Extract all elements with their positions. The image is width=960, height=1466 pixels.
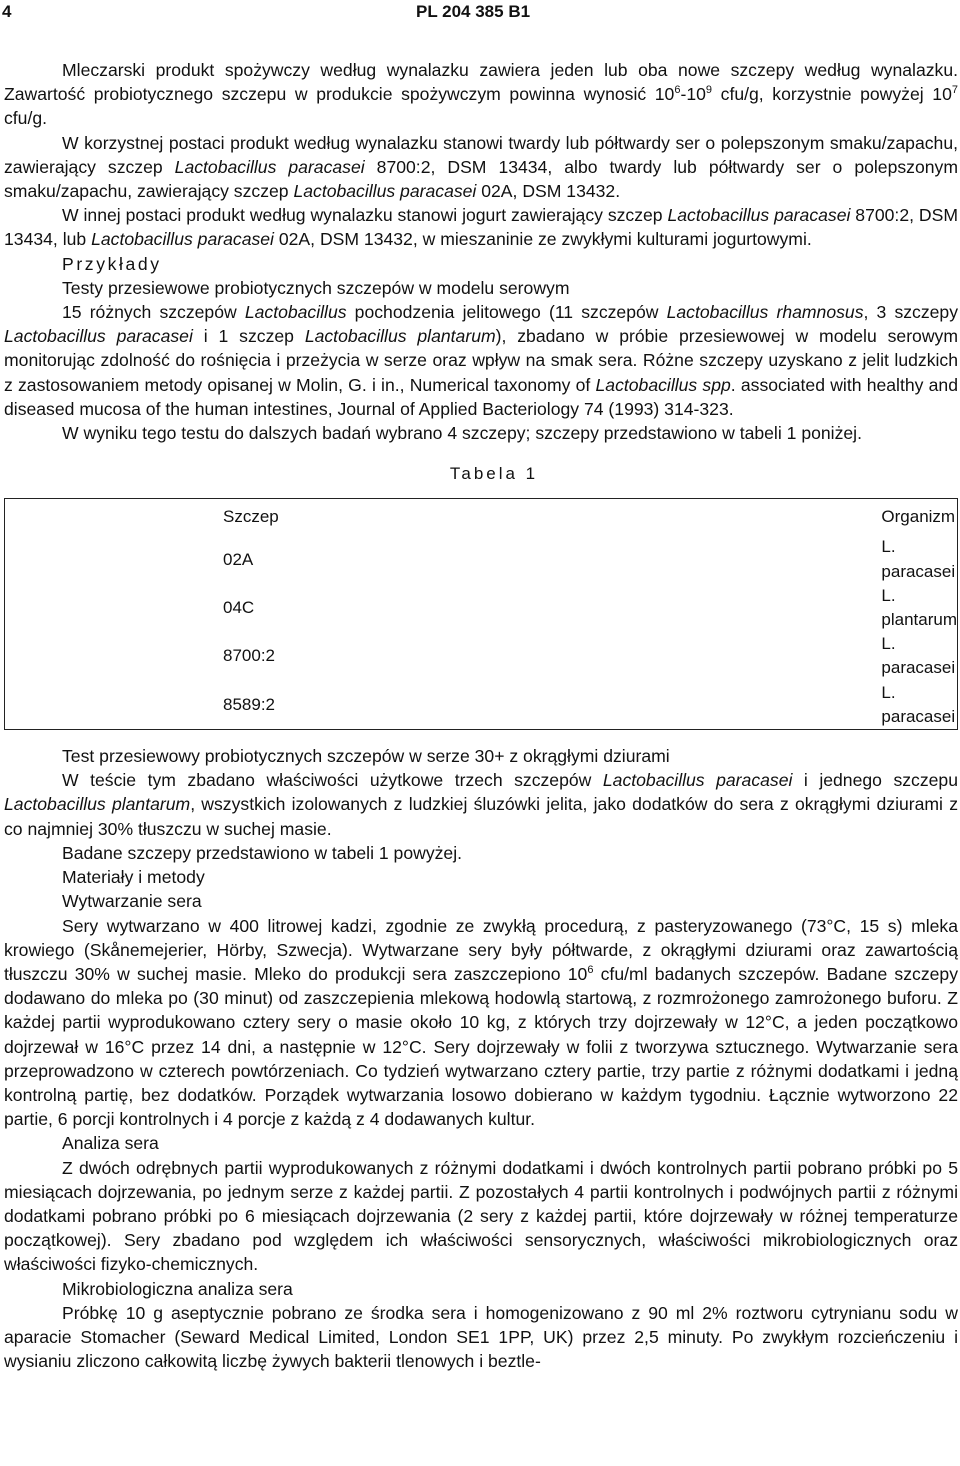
exponent: 6 xyxy=(674,84,681,97)
text-span: 8700:2, DSM 13434, lub xyxy=(4,205,958,250)
paragraph-cheese-test xyxy=(4,768,958,841)
species-name: Lactobacillus paracasei xyxy=(174,156,365,177)
table-cell: L. plantarum xyxy=(881,585,958,630)
page-header xyxy=(0,0,960,24)
paragraph-strains xyxy=(4,300,958,421)
text-span: Sery wytwarzano w 400 litrowej kadzi, zgodnie ze zwykłą procedurą, z pasteryzowanego (73°C, 15 s) mleka krowiego (Skånemejerier, Hörby, Szwecja). Wytwarzane sery były półtwarde, z okrągłymi dziurami oraz zawartością tłuszczu 30% w suchej masie. Mleko do produkcji sera zaszczepiono 10 xyxy=(4,915,958,984)
text-span: W innej postaci produkt według wynalazku stanowi jogurt zawierający szczep xyxy=(62,205,668,226)
paragraph-intro xyxy=(4,58,958,131)
paragraph-cheese-embodiment xyxy=(4,131,958,204)
text-span: cfu/g. xyxy=(4,108,48,129)
species-name: Lactobacillus paracasei xyxy=(4,326,193,347)
paragraph-tested-strains: Badane szczepy przedstawiono w tabeli 1 powyżej. xyxy=(62,842,462,863)
table-cell: L. paracasei xyxy=(881,634,956,678)
spacer xyxy=(4,730,958,744)
text-span: W teście tym zbadano właściwości użytkowe trzech szczepów xyxy=(62,770,603,791)
strain-table xyxy=(4,498,958,730)
species-name: Lactobacillus paracasei xyxy=(91,229,274,250)
table-cell: 8700:2 xyxy=(223,646,275,666)
text-span: 02A, DSM 13432. xyxy=(476,181,621,202)
paragraph-analysis: Z dwóch odrębnych partii wyprodukowanych z różnymi dodatkami i dwóch kontrolnych partii pobrano próbki po 5 miesiącach dojrzewania, po jednym serze z każdej partii. Z pozostałych 4 partii kontrolnych i podwójnych partii z różnymi dodatkami pobrano próbki po 6 miesiącach dojrzewania (2 sery z każdej partii, które dojrzewały w różnej temperaturze początkowej). Sery zbadano pod względem ich właściwości sensorycznych, właściwości mikrobiologicznych oraz właściwości fizyko-chemicznych. xyxy=(4,1157,958,1275)
paragraph-yogurt-embodiment xyxy=(4,203,958,251)
text-span: , wszystkich izolowanych z ludzkiej śluzówki jelita, jako dodatków do sera z okrągłymi dziurami z co najmniej 30% tłuszczu w suchej masie. xyxy=(4,794,958,839)
table-cell: 8589:2 xyxy=(223,694,275,714)
text-span: cfu/ml badanych szczepów. Badane szczepy dodawano do mleka po (30 minut) od zaszczepienia mlekową hodowlą startową, z rozmrożonego zamrożonego buforu. Z każdej partii wyprodukowano cztery sery o masie około 10 kg, z których trzy dojrzewały w 12°C, a jeden początkowo dojrzewał w 16°C przez 14 dni, a następnie w 12°C. Sery dojrzewały w folii z tworzywa sztucznego. Wytwarzanie sera przeprowadzono w czterech powtórzeniach. Co tydzień wytwarzano cztery partie, trzy partie z różnymi dodatkami i jedną kontrolną partię, bez dodatków. Porządek wytwarzania losowo dobierano w każdym tygodniu. Łącznie wytworzono 22 partie, 6 porcji kontrolnych i 4 porcje z każdą z 4 dodawanych kultur. xyxy=(4,963,958,1130)
table-row xyxy=(5,584,958,632)
exponent: 6 xyxy=(587,963,594,976)
table-cell: 04C xyxy=(223,597,255,617)
column-header: Organizm xyxy=(881,507,956,527)
examples-heading: Przykłady xyxy=(62,253,162,274)
text-span: cfu/g, korzystnie powyżej 10 xyxy=(712,84,952,105)
paragraph-micro: Próbkę 10 g aseptycznie pobrano ze środka sera i homogenizowano z 90 ml 2% roztworu cytrynianu sodu w aparacie Stomacher (Seward Medical Limited, London SE1 1PP, UK) przez 2,5 minuty. Po zwykłym rozcieńczeniu i wysianiu zliczono całkowitą liczbę żywych bakterii tlenowych i beztle- xyxy=(4,1302,958,1372)
table-row xyxy=(5,632,958,680)
table-cell: 02A xyxy=(223,549,254,569)
text-span: W korzystnej postaci produkt według wynalazku stanowi twardy lub półtwardy ser o polepszonym smaku/zapachu, zawierający szczep xyxy=(4,132,958,177)
table-caption: Tabela 1 xyxy=(449,464,539,484)
species-name: Lactobacillus paracasei xyxy=(667,205,851,226)
document-body xyxy=(4,58,958,1373)
micro-heading: Mikrobiologiczna analiza sera xyxy=(62,1278,293,1299)
table-cell: L. paracasei xyxy=(881,682,956,726)
text-span: pochodzenia jelitowego (11 szczepów xyxy=(346,302,667,323)
text-span: . associated with healthy and diseased mucosa of the human intestines, Journal of Applied Bacteriology 74 (1993) 314-323. xyxy=(4,374,958,419)
table-header-row xyxy=(5,499,958,536)
species-name: Lactobacillus paracasei xyxy=(602,770,793,791)
analysis-heading: Analiza sera xyxy=(62,1133,159,1154)
text-span: 02A, DSM 13432, w mieszaninie ze zwykłymi kulturami jogurtowymi. xyxy=(273,229,812,250)
table-row xyxy=(5,535,958,583)
species-name: Lactobacillus spp xyxy=(595,374,731,395)
species-name: Lactobacillus plantarum xyxy=(304,326,496,347)
exponent: 9 xyxy=(705,84,713,97)
species-name: Lactobacillus xyxy=(244,302,347,323)
species-name: Lactobacillus rhamnosus xyxy=(666,302,864,323)
exponent: 7 xyxy=(951,84,958,97)
patent-number: PL 204 385 B1 xyxy=(416,2,531,21)
section-heading-screening: Testy przesiewowe probiotycznych szczepów w modelu serowym xyxy=(62,277,570,298)
text-span: i jednego szczepu xyxy=(792,770,959,791)
text-span: Mleczarski produkt spożywczy według wynalazku zawiera jeden lub oba nowe szczepy według wynalazku. Zawartość probiotycznego szczepu w produkcie spożywczym powinna wynosić 10 xyxy=(4,60,958,105)
text-span: -10 xyxy=(680,84,706,105)
table-cell: L. paracasei xyxy=(881,537,956,581)
text-span: 15 różnych szczepów xyxy=(62,302,245,323)
text-span: ), zbadano w próbie przesiewowej w modelu serowym monitorując zdolność do rośnięcia i przeżycia w serze oraz wpływ na smak sera. Różne szczepy uzyskano z jelit ludzkich z zastosowaniem metody opisanej w Molin, G. i in., Numerical taxonomy of xyxy=(4,326,958,395)
species-name: Lactobacillus paracasei xyxy=(293,181,477,202)
page-number: 4 xyxy=(2,2,12,21)
species-name: Lactobacillus plantarum xyxy=(4,794,191,815)
production-heading: Wytwarzanie sera xyxy=(62,891,202,912)
column-header: Szczep xyxy=(223,507,279,527)
paragraph-production xyxy=(4,914,958,1132)
text-span: , 3 szczepy xyxy=(863,302,958,323)
table-row xyxy=(5,681,958,730)
text-span: 8700:2, DSM 13434, albo twardy lub półtwardy ser o polepszonym smaku/zapachu, zawierający szczep xyxy=(4,156,958,202)
section-heading-cheese-test: Test przesiewowy probiotycznych szczepów w serze 30+ z okrągłymi dziurami xyxy=(62,746,670,767)
text-span: i 1 szczep xyxy=(192,326,305,347)
materials-heading: Materiały i metody xyxy=(62,867,205,888)
paragraph-selection: W wyniku tego testu do dalszych badań wybrano 4 szczepy; szczepy przedstawiono w tabeli 1 poniżej. xyxy=(62,423,862,444)
